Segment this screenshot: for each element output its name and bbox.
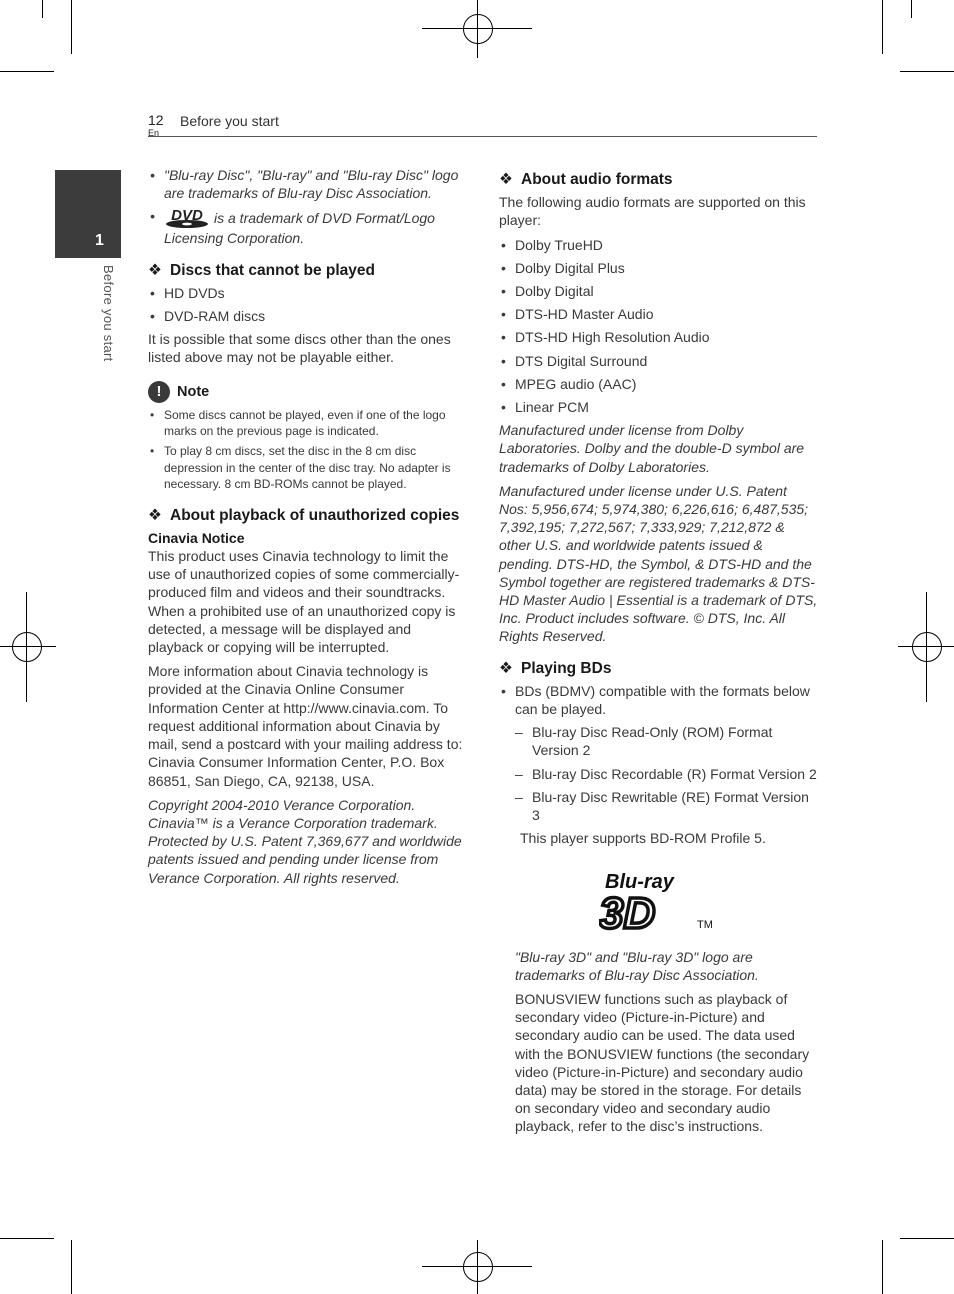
header-section-title: Before you start — [180, 113, 279, 129]
section-heading-audio: ❖ About audio formats — [499, 171, 673, 188]
format-item: – Blu-ray Disc Read-Only (ROM) Format Version 2 — [499, 723, 819, 759]
dvd-logo-icon — [164, 207, 210, 229]
trademark-bullet — [148, 207, 468, 247]
paragraph: More information about Cinavia technology is provided at the Cinavia Online Consumer Information Center at http://www.cinavia.com. To request additional information about Cinavia by mail, send a postcard with your mailing address to: Cinavia Consumer Information Center, P.O. Box 86851, San Diego, CA, 92138, USA. — [148, 663, 463, 789]
diamond-bullet-icon: ❖ — [148, 506, 162, 524]
note-item: • To play 8 cm discs, set the disc in the 8 cm disc depression in the center of the disc tray. No adapter is necessary. 8 cm BD-ROMs cannot be played. — [148, 443, 468, 492]
page-number: 12 — [148, 112, 164, 128]
chapter-tab — [55, 170, 121, 258]
dvd-logo-text: • DVD — [171, 207, 203, 225]
list-item: • Dolby TrueHD — [499, 236, 819, 254]
exclamation-icon: ! — [148, 381, 170, 403]
list-item: • Linear PCM — [499, 398, 819, 416]
section-heading-unauthorized: ❖ About playback of unauthorized copies — [148, 506, 460, 524]
list-item: • HD DVDs — [148, 284, 468, 302]
chapter-side-label: Before you start — [101, 265, 116, 362]
list-item: • DTS-HD High Resolution Audio — [499, 328, 819, 346]
page-header — [148, 112, 817, 137]
list-item: • MPEG audio (AAC) — [499, 375, 819, 393]
logo-tm-text: TM — [697, 918, 713, 931]
dts-notice: Manufactured under license under U.S. Patent Nos: 5,956,674; 5,974,380; 6,226,616; 6,487,535; 7,392,195; 7,272,567; 7,333,929; 7,212,872 & other U.S. and worldwide patents issued & pending. DTS-HD, the Symbol, & DTS-HD and the Symbol together are registered trademarks & DTS-HD Master Audio | Essential is a trademark of DTS, Inc. Product includes software. © DTS, Inc. All Rights Reserved. — [499, 482, 818, 645]
dvd-trademark-text: is a trademark of DVD Format/Logo Licensing Corporation. — [164, 210, 435, 247]
logo-3d-text: 3D — [599, 888, 656, 932]
list-item: • DTS Digital Surround — [499, 352, 819, 370]
bonusview-paragraph: BONUSVIEW functions such as playback of secondary video (Picture-in-Picture) and secondary audio can be used. The data used with the BONUSVIEW functions (the secondary video (Picture-in-Picture) and secondary audio data) may be stored in the storage. For details on secondary video and secondary audio playback, refer to the disc’s instructions. — [515, 990, 810, 1135]
dolby-notice: Manufactured under license from Dolby Laboratories. Dolby and the double-D symbol are trademarks of Dolby Laboratories. — [499, 422, 805, 475]
section-heading-discs: ❖ Discs that cannot be played — [148, 261, 375, 279]
right-column — [499, 171, 819, 1142]
diamond-bullet-icon: ❖ — [148, 261, 162, 279]
paragraph: The following audio formats are supported on this player: — [499, 194, 806, 229]
trademark-bullet: • "Blu-ray Disc", "Blu-ray" and "Blu-ray Disc" logo are trademarks of Blu-ray Disc Association. — [148, 166, 468, 202]
cinavia-title: Cinavia Notice — [148, 529, 245, 546]
profile-note: This player supports BD-ROM Profile 5. — [520, 830, 766, 847]
blu-ray-3d-logo — [599, 868, 719, 932]
page-language: En — [148, 128, 160, 138]
chapter-number: 1 — [95, 232, 104, 249]
note-heading — [148, 381, 468, 403]
bd3d-trademark: "Blu-ray 3D" and "Blu-ray 3D" logo are trademarks of Blu-ray Disc Association. — [515, 948, 759, 983]
list-item: • DTS-HD Master Audio — [499, 305, 819, 323]
paragraph: It is possible that some discs other than the ones listed above may not be playable either. — [148, 331, 451, 366]
format-item: – Blu-ray Disc Recordable (R) Format Version 2 — [499, 765, 819, 783]
note-label: Note — [177, 383, 210, 400]
list-item: • DVD-RAM discs — [148, 307, 468, 325]
left-column — [148, 166, 468, 893]
note-item: • Some discs cannot be played, even if one of the logo marks on the previous page is indicated. — [148, 407, 468, 440]
section-heading-bd: ❖ Playing BDs — [499, 659, 612, 677]
logo-blu-ray-text: Blu-ray — [605, 870, 674, 893]
copyright-notice: Copyright 2004-2010 Verance Corporation. Cinavia™ is a Verance Corporation trademark. Protected by U.S. Patent 7,369,677 and worldwide patents issued and pending under license from Verance Corporation. All rights reserved. — [148, 796, 462, 886]
paragraph: This product uses Cinavia technology to limit the use of unauthorized copies of some commercially-produced film and videos and their soundtracks. When a prohibited use of an unauthorized copy is detected, a message will be displayed and playback or copying will be interrupted. — [148, 548, 460, 656]
list-item: • BDs (BDMV) compatible with the formats below can be played. — [499, 682, 819, 718]
list-item: • Dolby Digital — [499, 282, 819, 300]
format-item: – Blu-ray Disc Rewritable (RE) Format Version 3 — [499, 788, 819, 824]
diamond-bullet-icon: ❖ — [499, 659, 513, 677]
diamond-bullet-icon: ❖ — [499, 171, 513, 188]
list-item: • Dolby Digital Plus — [499, 259, 819, 277]
